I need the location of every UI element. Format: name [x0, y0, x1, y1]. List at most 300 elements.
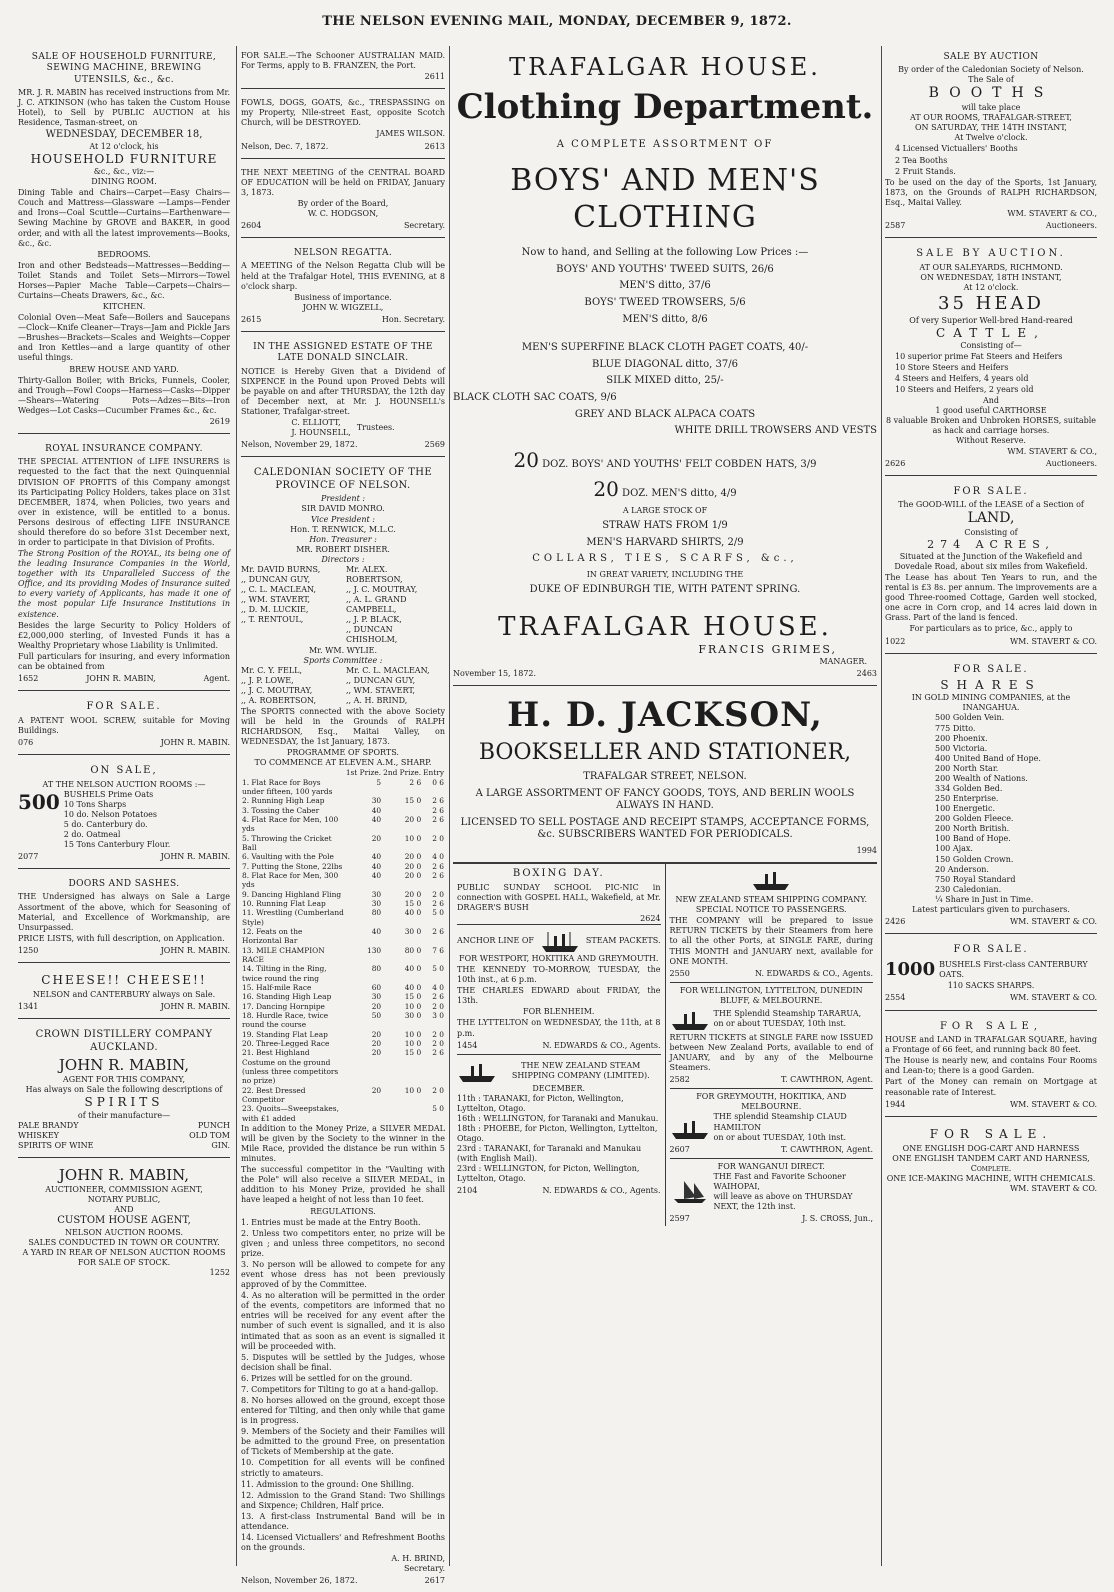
- event-name-cell: 17. Dancing Hornpipe: [242, 1001, 325, 1011]
- ad-body: RETURN TICKETS at SINGLE FARE now ISSUED between New Zealand Ports, available to end of JANUARY, and by any of the Melbourne Steamers.: [669, 1032, 873, 1073]
- prize-cell: 15 0: [404, 1048, 422, 1058]
- section-text: Dining Table and Chairs—Carpet—Easy Chairs—Couch and Mattress—Glassware —Lamps—Fender and Irons—Coal Scuttle—Curtains—Earthenware—Sewing Machine by GROVE and BAKER, in good order, and with all the latest improvements—Books, &c., &c.: [18, 188, 230, 248]
- list-item: 250 Enterprise.: [935, 794, 999, 804]
- list-item: 150 Golden Crown.: [935, 854, 1014, 864]
- ad-line: TRAFALGAR STREET, NELSON.: [583, 771, 747, 782]
- ad-title: TRAFALGAR HOUSE.: [498, 611, 832, 642]
- ad-line: SPECIAL NOTICE TO PASSENGERS.: [695, 905, 847, 915]
- ad-title: THE NEW ZEALAND STEAM SHIPPING COMPANY (LIMITED).: [511, 1060, 650, 1080]
- list-item: 10 Tons Sharps: [63, 799, 127, 809]
- ad-ref: 1250: [18, 945, 39, 955]
- steamship-icon: [457, 1058, 497, 1084]
- table-row: [241, 862, 445, 871]
- list-item: ,, WM. STAVERT,: [241, 595, 311, 605]
- ad-line: NELSON AUCTION ROOMS.: [64, 1227, 184, 1237]
- table-row: [241, 890, 445, 899]
- column-3: [453, 46, 877, 1566]
- prize-cell: 20 0: [404, 861, 422, 871]
- ad-line: Without Reserve.: [956, 436, 1026, 446]
- prize-cell: 40 0: [404, 983, 422, 993]
- prize-cell: 20: [371, 1085, 382, 1095]
- ad-department: Clothing Department.: [456, 87, 874, 128]
- event-name-cell: 18. Hurdle Race, twice round the course: [242, 1011, 329, 1030]
- ad-line: Now to hand, and Selling at the following Low Prices :—: [521, 247, 809, 259]
- steamship-icon: [670, 1115, 710, 1141]
- ad-title: H. D. JACKSON,: [507, 695, 823, 736]
- ad-title: FOR SALE.: [86, 701, 162, 713]
- section-heading: TO COMMENCE AT ELEVEN A.M., SHARP.: [254, 758, 432, 768]
- ad-ref: 2550: [669, 968, 690, 978]
- prize-cell: 50: [371, 1011, 382, 1020]
- prize-cell: 2 0: [432, 1085, 444, 1095]
- event-name-cell: 13. MILE CHAMPION RACE: [242, 945, 325, 965]
- table-row: [241, 1104, 445, 1123]
- ad-body: BUSHELS First-class CANTERBURY OATS.: [939, 959, 1088, 980]
- event-name-cell: 3. Tossing the Caber: [242, 805, 320, 815]
- prize-cell: [345, 1104, 382, 1123]
- ad-line: NOTARY PUBLIC,: [87, 1194, 161, 1204]
- table-header: Entry: [423, 768, 444, 778]
- section-heading: DINING ROOM.: [91, 177, 157, 187]
- list-item: 500 Golden Vein.: [935, 713, 1005, 723]
- list-item: SPIRITS OF WINE: [18, 1140, 94, 1150]
- list-item: ,, A. ROBERTSON,: [241, 695, 317, 705]
- ad-line: SALES CONDUCTED IN TOWN OR COUNTRY.: [28, 1237, 220, 1247]
- prize-cell: 2 6: [432, 899, 444, 909]
- ad-body: The GOOD-WILL of the LEASE of a Section of: [898, 500, 1084, 510]
- ad-role: Secretary.: [403, 221, 445, 231]
- shipping-right: [666, 864, 878, 1226]
- ad-signature: WM. STAVERT & CO.,: [1007, 208, 1097, 218]
- list-item: 200 North British.: [935, 824, 1010, 834]
- ad-headline: LAND,: [967, 510, 1015, 527]
- ad-signature: WM. STAVERT & CO.: [1009, 993, 1097, 1003]
- list-item: PUNCH: [197, 1120, 230, 1130]
- ad-signature: JOHN R. MABIN,: [86, 674, 156, 683]
- ad-headline: BOYS' AND MEN'S CLOTHING: [510, 162, 820, 236]
- officer: MR. ROBERT DISHER.: [296, 544, 390, 554]
- section-heading: BEDROOMS.: [97, 249, 151, 259]
- table-row: [241, 796, 445, 805]
- prize-cell: 20: [371, 833, 382, 843]
- list-item: 400 United Band of Hope.: [935, 753, 1041, 763]
- table-row: [241, 964, 445, 983]
- ad-ref: 2077: [18, 852, 39, 862]
- ad-signature: WM. STAVERT & CO.,: [1007, 446, 1097, 456]
- ad-line: A LARGE ASSORTMENT OF FANCY GOODS, TOYS, AND BERLIN WOOLS ALWAYS IN HAND.: [475, 787, 855, 812]
- event-name-cell: 22. Best Dressed Competitor: [242, 1085, 306, 1104]
- ad-time: At Twelve o'clock.: [954, 133, 1028, 143]
- event-name-cell: 7. Putting the Stone, 22lbs: [242, 861, 343, 871]
- price-line: BLACK CLOTH SAC COATS, 9/6: [453, 392, 617, 403]
- list-item: 200 Golden Fleece.: [935, 814, 1014, 824]
- event-name-cell: 5. Throwing the Cricket Ball: [242, 833, 332, 853]
- crown-distillery-ad: [18, 1023, 230, 1158]
- ad-big-number: 20: [593, 476, 619, 501]
- prize-cell: 10 0: [404, 1029, 422, 1039]
- section-text: Thirty-Gallon Boiler, with Bricks, Funnels, Cooler, and Trough—Fowl Coops—Harness—Casks—Dipper—Shears—Watering Pots—Adzes—Bits—Iron Wedges—Lot Casks—Cucumber Frames &c., &c.: [18, 375, 230, 415]
- ad-title: IN THE ASSIGNED ESTATE OF THE LATE DONALD SINCLAIR.: [253, 341, 433, 364]
- ad-title: CALEDONIAN SOCIETY OF THE PROVINCE OF NELSON.: [253, 467, 433, 491]
- ad-line: The Sale of: [968, 75, 1014, 85]
- ad-body: on or about TUESDAY, 10th inst.: [713, 1018, 847, 1028]
- regulation-item: 14. Licensed Victuallers' and Refreshment Booths on the grounds.: [241, 1532, 445, 1553]
- regulation-item: 11. Admission to the ground: One Shilling.: [241, 1479, 414, 1489]
- ad-agent: AGENT FOR THIS COMPANY,: [62, 1075, 186, 1085]
- officer: Hon. T. RENWICK, M.L.C.: [290, 524, 396, 534]
- prize-cell: 2 6: [409, 777, 422, 787]
- ad-title: FOR SALE.: [953, 663, 1029, 675]
- ad-line: STEAM PACKETS.: [585, 935, 661, 945]
- ad-line: Latest particulars given to purchasers.: [912, 904, 1070, 914]
- prize-cell: 40: [371, 852, 382, 862]
- ad-title: CHEESE!! CHEESE!!: [41, 972, 207, 987]
- ad-ref: 1022: [885, 636, 906, 646]
- booths-auction-ad: [885, 46, 1097, 238]
- price-line: MEN'S SUPERFINE BLACK CLOTH PAGET COATS, 40/-: [521, 342, 809, 354]
- list-item: 100 Ajax.: [935, 844, 973, 854]
- ad-body: THE splendid Steamship CLAUD HAMILTON: [713, 1112, 847, 1132]
- ad-ref: 2607: [669, 1144, 690, 1154]
- ad-subtitle: AT THE NELSON AUCTION ROOMS :—: [42, 779, 206, 789]
- prize-cell: 20 0: [404, 889, 422, 899]
- ad-body: THE Fast and Favorite Schooner WAIHOPAI,: [713, 1171, 846, 1191]
- list-item: ,, J. P. LOWE,: [241, 675, 294, 685]
- ad-body: The SPORTS connected with the above Society will be held in the Grounds of RALPH RICHARDSON, Esq., Maitai Valley, on WEDNESDAY, the 1st January, 1873.: [241, 707, 445, 747]
- ad-signature: N. EDWARDS & CO., Agents.: [754, 968, 873, 978]
- list-item: CAMPBELL,: [346, 605, 397, 615]
- list-item: ¼ Share in Just in Time.: [935, 894, 1034, 904]
- ad-body: The Lease has about Ten Years to run, and the rental is £3 8s. per annum. The improvements are a good Three-roomed Cottage, Garden well stocked, one acre in Corn crop, and 14 acres laid down in Grass. Part of the land is fenced.: [885, 573, 1097, 623]
- section-heading: KITCHEN.: [102, 302, 146, 312]
- dogcart-ad: [885, 1121, 1097, 1201]
- regulation-item: 10. Competition for all events will be confined strictly to amateurs.: [241, 1458, 445, 1478]
- ad-ref: 1454: [457, 1040, 478, 1050]
- royal-insurance-ad: [18, 438, 230, 691]
- ad-line: Situated at the Junction of the Wakefield and Dovedale Road, about six miles from Wakefield.: [894, 551, 1088, 571]
- event-name-cell: 9. Dancing Highland Fling: [242, 889, 342, 899]
- trespass-notice-ad: [241, 93, 445, 158]
- ad-ref: 2582: [669, 1075, 690, 1085]
- event-name-cell: 8. Flat Race for Men, 300 yds: [242, 871, 339, 890]
- ad-date: Nelson, Dec. 7, 1872.: [241, 141, 329, 151]
- prize-cell: 80: [371, 908, 382, 918]
- prize-cell: 20 0: [404, 871, 422, 881]
- list-item: Mr. C. L. MACLEAN,: [346, 665, 430, 675]
- ad-role: Auctioneers.: [1045, 220, 1097, 230]
- ad-title: FOR GREYMOUTH, HOKITIKA, AND MELBOURNE.: [670, 1088, 874, 1112]
- ad-title: FOR WANGANUI DIRECT.: [670, 1158, 874, 1172]
- ad-ref: 1994: [856, 845, 877, 855]
- prize-cell: 10 0: [404, 1085, 422, 1095]
- prize-cell: 80 0: [404, 945, 422, 955]
- list-item: ,, J. P. BLACK,: [346, 615, 402, 625]
- ad-ref: 2626: [885, 458, 906, 468]
- prize-cell: 2 0: [432, 889, 444, 899]
- list-item: 775 Ditto.: [935, 723, 976, 733]
- prize-cell: 15 0: [404, 796, 422, 806]
- event-name-cell: 14. Tilting in the Ring, twice round the ring: [242, 964, 327, 983]
- ad-ref: 2619: [209, 416, 230, 426]
- event-name-cell: 10. Running Flat Leap: [242, 899, 326, 909]
- ad-line: Consisting of: [964, 527, 1018, 537]
- ad-role: Agent.: [203, 674, 230, 683]
- ad-body: Part of the Money can remain on Mortgage at reasonable rate of Interest.: [885, 1077, 1097, 1097]
- ad-body: MR. J. R. MABIN has received instructions from Mr. J. C. ATKINSON (who has taken the Custom House Hotel), to Sell by PUBLIC AUCTION at his Residence, Tasman-street, on: [18, 87, 230, 128]
- prize-cell: 40: [371, 927, 382, 937]
- ad-time: At 12 o'clock.: [963, 282, 1019, 292]
- ad-body: on or about TUESDAY, 10th inst.: [713, 1132, 847, 1142]
- list-item: PALE BRANDY: [18, 1120, 79, 1130]
- column-1: [18, 46, 230, 1566]
- ad-headline: 274 ACRES,: [927, 538, 1055, 552]
- list-item: 5 do. Canterbury do.: [63, 819, 148, 829]
- event-name-cell: 4. Flat Race for Men, 100 yds: [242, 815, 339, 834]
- ad-ref: 1341: [18, 1002, 39, 1012]
- column-rule: [449, 46, 450, 1566]
- ad-line: AUCTIONEER, COMMISSION AGENT,: [45, 1184, 203, 1194]
- ad-date: WEDNESDAY, DECEMBER 18,: [45, 129, 203, 141]
- ad-line: DECEMBER.: [532, 1083, 586, 1093]
- price-line: DUKE OF EDINBURGH TIE, WITH PATENT SPRING.: [529, 584, 801, 596]
- prize-cell: 20 0: [404, 815, 422, 825]
- list-item: 18th : PHOEBE, for Picton, Wellington, Lyttelton, Otago.: [457, 1123, 658, 1144]
- ad-ref: 1252: [209, 1267, 230, 1277]
- ad-title: DOORS AND SASHES.: [68, 879, 180, 890]
- list-item: 20 Anderson.: [935, 864, 989, 874]
- ad-date: ON WEDNESDAY, 18TH INSTANT,: [920, 272, 1062, 282]
- ad-line: Consisting of—: [960, 340, 1022, 350]
- prize-cell: 5 0: [432, 964, 444, 974]
- ad-ref: 1944: [885, 1099, 906, 1109]
- ad-signature: JOHN R. MABIN.: [160, 945, 230, 955]
- prize-cell: 5 0: [432, 908, 444, 918]
- ad-line: Business of importance.: [294, 292, 392, 302]
- event-name-cell: 6. Vaulting with the Pole: [242, 852, 334, 862]
- prize-cell: 40 0: [404, 908, 422, 918]
- wool-screw-ad: [18, 695, 230, 755]
- table-row: [241, 1002, 445, 1011]
- section-heading: President :: [320, 494, 366, 504]
- list-item: ,, WM. STAVERT,: [346, 685, 416, 695]
- ad-title: ON SALE,: [90, 764, 158, 776]
- list-item: 2 Fruit Stands.: [895, 166, 956, 176]
- ad-date: Nelson, November 29, 1872.: [241, 440, 358, 450]
- ad-subtitle: A COMPLETE ASSORTMENT OF: [556, 139, 774, 151]
- table-header: [241, 768, 345, 777]
- ad-signature: JOHN R. MABIN.: [160, 737, 230, 747]
- section-heading: REGULATIONS.: [310, 1206, 376, 1216]
- prize-cell: 10 0: [404, 1038, 422, 1048]
- ad-body: NELSON and CANTERBURY always on Sale.: [32, 990, 216, 1000]
- ad-headline: BOOTHS: [928, 85, 1054, 102]
- regulation-item: 6. Prizes will be settled for on the ground.: [241, 1373, 413, 1383]
- list-item: ,, DUNCAN CHISHOLM,: [346, 625, 398, 645]
- prize-cell: 2 6: [432, 927, 444, 937]
- shipping-left: [453, 864, 666, 1226]
- ad-body: Has always on Sale the following descriptions of: [25, 1085, 223, 1095]
- table-row: [241, 1086, 445, 1105]
- ad-signature: C. ELLIOTT,: [291, 417, 341, 427]
- ad-signature: JAMES WILSON.: [376, 129, 445, 139]
- list-item: ONE ENGLISH TANDEM CART AND HARNESS, Complete.: [892, 1153, 1090, 1173]
- list-item: 334 Golden Bed.: [935, 784, 1003, 794]
- ad-body: To be used on the day of the Sports, 1st January, 1873, on the Grounds of RALPH RICHARDSON, Esq., Maitai Valley.: [885, 177, 1097, 207]
- cattle-auction-ad: [885, 242, 1097, 476]
- price-line: SILK MIXED ditto, 25/-: [606, 375, 724, 387]
- list-item: Mr. DAVID BURNS,: [241, 564, 321, 574]
- list-item: ,, D. M. LUCKIE,: [241, 605, 309, 615]
- ad-line: And: [982, 396, 1000, 406]
- prize-cell: 10 0: [404, 833, 422, 843]
- prize-cell: 4 0: [432, 983, 444, 993]
- price-line: MEN'S ditto, 37/6: [619, 280, 711, 292]
- event-name-cell: 11. Wrestling (Cumberland Style): [242, 908, 344, 927]
- column-rule: [881, 46, 882, 1566]
- table-row: [241, 1030, 445, 1039]
- ad-signature: JOHN R. MABIN.: [160, 852, 230, 862]
- list-item: OLD TOM: [189, 1130, 230, 1140]
- ad-body: PRICE LISTS, with full description, on Application.: [18, 933, 225, 943]
- prize-cell: 60: [371, 983, 382, 993]
- prize-cell: 20: [371, 1038, 382, 1048]
- list-item: 2 do. Oatmeal: [63, 829, 121, 839]
- regulations-list: [241, 1218, 445, 1554]
- list-item: BUSHELS Prime Oats: [63, 789, 154, 799]
- ad-ref: 2615: [241, 314, 262, 324]
- ad-headline: CATTLE,: [936, 325, 1046, 340]
- list-item: Mr. C. Y. FELL,: [241, 665, 303, 675]
- sports-programme-table: [241, 768, 445, 1122]
- list-item: 11th : TARANAKI, for Picton, Wellington, Lyttelton, Otago.: [457, 1093, 624, 1113]
- table-row: [241, 1011, 445, 1030]
- list-item: 10 Store Steers and Heifers: [895, 362, 1009, 372]
- ad-line: FOR WESTPORT, HOKITIKA AND GREYMOUTH.: [459, 953, 659, 963]
- list-item: 10 Steers and Heifers, 2 years old: [895, 385, 1034, 395]
- ad-body: THE Splendid Steamship TARARUA,: [713, 1008, 862, 1018]
- prize-cell: 20: [371, 1048, 382, 1058]
- column-2: [241, 46, 445, 1586]
- ad-signature: WM. STAVERT & CO.: [1009, 917, 1097, 927]
- ad-ref: 2611: [424, 72, 445, 82]
- ad-ref: 2104: [457, 1186, 478, 1196]
- table-header: 1st Prize.: [345, 768, 382, 778]
- ad-signature: W. C. HODGSON,: [307, 208, 379, 218]
- mabin-auctioneer-ad: [18, 1162, 230, 1284]
- regulation-item: 1. Entries must be made at the Entry Booth.: [241, 1217, 421, 1227]
- ad-body: THE KENNEDY TO-MORROW, TUESDAY, the 10th inst., at 6 p.m.: [457, 965, 661, 985]
- event-name-cell: 20. Three-Legged Race: [242, 1038, 330, 1048]
- regulation-item: 9. Members of the Society and their Families will be admitted to the ground Free, on presentation of Tickets of Membership at the gate.: [241, 1427, 445, 1457]
- steamship-icon: [670, 1006, 710, 1032]
- ad-signature: FRANCIS GRIMES,: [698, 643, 837, 657]
- sinclair-estate-ad: [241, 336, 445, 457]
- regulation-item: 12. Admission to the Grand Stand: Two Shillings and Sixpence; Children, Half price.: [241, 1490, 445, 1510]
- prize-cell: 15 0: [404, 992, 422, 1002]
- ad-body: THE COMPANY will be prepared to issue RETURN TICKETS by their Steamers from here to all the other Ports, at SINGLE FARE, during THIS MONTH and JANUARY next, available for ONE MONTH.: [669, 916, 873, 966]
- prize-cell: 2 0: [432, 833, 444, 843]
- prize-cell: 30: [371, 889, 382, 899]
- list-item: 15 Tons Canterbury Flour.: [63, 839, 171, 849]
- masthead: THE NELSON EVENING MAIL, MONDAY, DECEMBER 9, 1872.: [322, 14, 792, 29]
- table-row: [241, 778, 445, 797]
- ad-body: will leave as above on THURSDAY NEXT, the 12th inst.: [713, 1192, 853, 1212]
- prize-cell: 40: [371, 815, 382, 825]
- ad-line: IN GOLD MINING COMPANIES, at the INANGAHUA.: [911, 693, 1071, 713]
- list-item: ONE ICE-MAKING MACHINE, WITH CHEMICALS.: [886, 1174, 1096, 1184]
- ad-title: SALE BY AUCTION: [943, 52, 1039, 62]
- ad-title: FOR SALE,: [939, 1020, 1043, 1032]
- regulation-item: 4. As no alteration will be permitted in the order of the events, competitors are informed that no entries will be received for any event after the number of such event is signalled, and it is also intimated that as soon as an event is signalled it will be proceeded with.: [241, 1291, 445, 1351]
- prize-cell: 15 0: [404, 899, 422, 909]
- officer: SIR DAVID MONRO.: [301, 504, 385, 514]
- mining-shares-ad: [885, 658, 1097, 935]
- ad-title: FOR WELLINGTON, LYTTELTON, DUNEDIN BLUFF, & MELBOURNE.: [670, 982, 874, 1006]
- ad-big-number: 500: [18, 789, 60, 814]
- ad-headline: 35 HEAD: [938, 292, 1044, 314]
- ad-body: The Strong Position of the ROYAL, its being one of the leading Insurance Companies in the World, together with its Unparalleled Success of the Office, and its providing Modes of Insurance suited to every variety of Applicants, has made it one of the most popular Life Insurance Institutions in existence.: [18, 549, 230, 619]
- list-item: 200 North Star.: [935, 763, 999, 773]
- event-name-cell: 19. Standing Flat Leap: [242, 1029, 328, 1039]
- prize-cell: 130: [367, 945, 382, 955]
- price-line: BLUE DIAGONAL ditto, 37/6: [592, 358, 738, 370]
- list-item: 2 Tea Booths: [895, 155, 948, 165]
- ad-title: BOXING DAY.: [512, 868, 605, 880]
- ad-signature: N. EDWARDS & CO., Agents.: [542, 1040, 661, 1050]
- regulation-item: 7. Competitors for Tilting to go at a hand-gallop.: [241, 1384, 439, 1394]
- ad-line: IN GREAT VARIETY, INCLUDING THE: [586, 570, 744, 580]
- ad-title: ROYAL INSURANCE COMPANY.: [45, 444, 203, 455]
- table-row: [241, 927, 445, 946]
- ad-time: At 12 o'clock, his: [89, 141, 159, 151]
- ad-date: November 15, 1872.: [453, 669, 537, 679]
- ad-ref: 2604: [241, 221, 262, 231]
- ad-big-number: 20: [513, 447, 539, 472]
- table-row: [241, 908, 445, 927]
- prize-cell: 2 0: [432, 1038, 444, 1048]
- regulation-item: 13. A first-class Instrumental Band will be in attendance.: [241, 1511, 445, 1531]
- doors-sashes-ad: [18, 873, 230, 963]
- ad-signature: T. CAWTHRON, Agent.: [780, 1075, 873, 1085]
- price-line: WHITE DRILL TROWSERS AND VESTS: [674, 425, 877, 437]
- ad-ref: 2569: [424, 440, 445, 450]
- ad-headline: SHARES: [940, 678, 1042, 693]
- event-name-cell: 12. Feats on the Horizontal Bar: [242, 927, 303, 946]
- ad-body: In addition to the Money Prize, a SILVER MEDAL will be given by the Society to the winner in the Mile Race, provided the distance be run within 5 minutes.: [241, 1123, 445, 1164]
- list-item: WHISKEY: [18, 1130, 59, 1140]
- ad-body: The successful competitor in the "Vaulting with the Pole" will also receive a SILVER MEDAL, in addition to his Money Prize, provided he shall have leaped a height of not less than 10 feet.: [241, 1165, 445, 1205]
- ad-body: HOUSE and LAND in TRAFALGAR SQUARE, having a Frontage of 66 feet, and running back 80 feet.: [885, 1035, 1097, 1055]
- prize-cell: 20 0: [404, 852, 422, 862]
- ad-ref: 1652: [18, 674, 39, 683]
- ad-signature: WM. STAVERT & CO.: [1009, 636, 1097, 646]
- ad-line: FOR BLENHEIM.: [523, 1007, 595, 1017]
- ad-ref: 076: [18, 737, 34, 747]
- ad-headline: HOUSEHOLD FURNITURE: [30, 151, 218, 166]
- ad-line: 1 good useful CARTHORSE: [935, 406, 1047, 416]
- regulation-item: 5. Disputes will be settled by the Judges, whose decision shall be final.: [241, 1352, 445, 1372]
- ad-ref: 2587: [885, 220, 906, 230]
- list-item: Mr. WM. WYLIE.: [308, 645, 378, 655]
- prize-cell: 2 6: [432, 861, 444, 871]
- section-text: Iron and other Bedsteads—Mattresses—Bedding—Toilet Stands and Toilet Sets—Mirrors—Towel Horses—Papier Mache Table—Carpets—Chairs—Curtains—Cheats Drawers, &c., &c.: [18, 260, 230, 301]
- ad-line: 8 valuable Broken and Unbroken HORSES, suitable as hack and carriage horses.: [885, 416, 1097, 436]
- price-line: BOYS' AND YOUTHS' TWEED SUITS, 26/6: [556, 263, 774, 275]
- list-item: 200 Wealth of Nations.: [935, 773, 1028, 783]
- section-heading: PROGRAMME OF SPORTS.: [287, 748, 399, 758]
- list-item: 10 do. Nelson Potatoes: [63, 809, 157, 819]
- ad-line: will take place: [961, 103, 1021, 113]
